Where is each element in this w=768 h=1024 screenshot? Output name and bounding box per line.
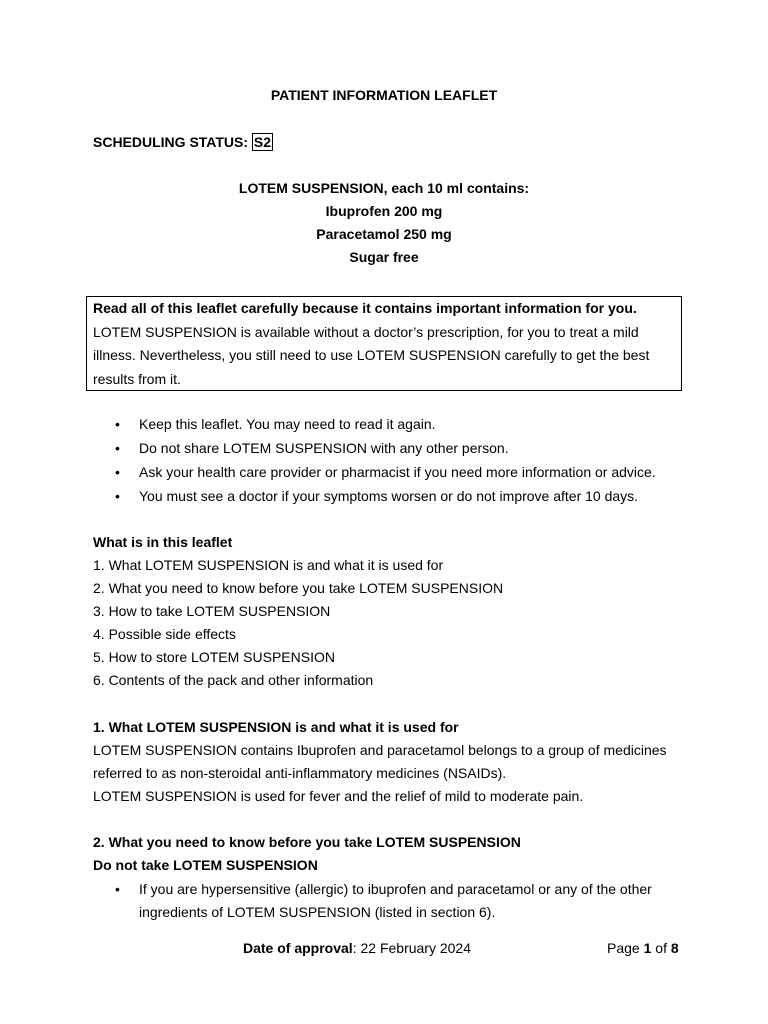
approval-date — [243, 940, 471, 956]
section-2-heading: 2. What you need to know before you take LOTEM SUSPENSION — [93, 834, 521, 850]
approval-value: : 22 February 2024 — [352, 940, 471, 956]
bullet-text: You must see a doctor if your symptoms worsen or do not improve after 10 days. — [139, 488, 639, 504]
contents-item: 3. How to take LOTEM SUSPENSION — [93, 603, 331, 619]
approval-label: Date of approval — [243, 940, 353, 956]
bullet-text: Ask your health care provider or pharmacist if you need more information or advice. — [139, 464, 656, 480]
scheduling-status — [93, 133, 273, 151]
product-line-4: Sugar free — [349, 249, 419, 265]
notice-body-line-1: LOTEM SUSPENSION is available without a doctor’s prescription, for you to treat a mild — [93, 323, 639, 340]
page-prefix: Page — [607, 940, 644, 956]
list-item — [115, 413, 436, 436]
list-item — [115, 878, 652, 901]
list-item — [115, 485, 638, 508]
page-number — [607, 940, 679, 956]
page-current: 1 — [643, 940, 652, 956]
scheduling-status-badge: S2 — [253, 134, 272, 150]
page-of: of — [651, 940, 671, 956]
list-item — [115, 437, 509, 460]
contents-item: 4. Possible side effects — [93, 626, 236, 642]
bullet-text: Do not share LOTEM SUSPENSION with any other person. — [139, 440, 509, 456]
page-total: 8 — [670, 940, 679, 956]
bullet-icon: • — [115, 881, 120, 897]
page-title: PATIENT INFORMATION LEAFLET — [270, 87, 498, 103]
notice-heading: Read all of this leaflet carefully because it contains important information for you. — [93, 300, 637, 316]
notice-body-line-2: illness. Nevertheless, you still need to use LOTEM SUSPENSION carefully to get the best — [93, 347, 650, 363]
contents-item: 5. How to store LOTEM SUSPENSION — [93, 649, 335, 665]
bullet-text: Keep this leaflet. You may need to read it again. — [139, 416, 436, 432]
important-notice-text — [93, 297, 679, 391]
bullet-icon: • — [115, 488, 120, 504]
contents-item: 6. Contents of the pack and other information — [93, 672, 374, 688]
section-1-line-2: referred to as non-steroidal anti-inflammatory medicines (NSAIDs). — [93, 765, 507, 781]
important-notice-box — [86, 296, 682, 391]
product-line-3: Paracetamol 250 mg — [316, 226, 452, 242]
section-1-line-1: LOTEM SUSPENSION contains Ibuprofen and paracetamol belongs to a group of medicines — [93, 742, 667, 758]
bullet-icon: • — [115, 416, 120, 432]
product-line-1: LOTEM SUSPENSION, each 10 ml contains: — [238, 180, 530, 196]
bullet-text: If you are hypersensitive (allergic) to ibuprofen and paracetamol or any of the other — [139, 881, 652, 897]
scheduling-status-label: SCHEDULING STATUS: — [93, 134, 252, 150]
section-2-subheading: Do not take LOTEM SUSPENSION — [93, 857, 318, 873]
section-1-line-3: LOTEM SUSPENSION is used for fever and the relief of mild to moderate pain. — [93, 788, 584, 804]
section-1-heading: 1. What LOTEM SUSPENSION is and what it is used for — [93, 719, 459, 735]
product-line-2: Ibuprofen 200 mg — [325, 203, 443, 219]
bullet-icon: • — [115, 464, 120, 480]
contents-item: 2. What you need to know before you take LOTEM SUSPENSION — [93, 580, 504, 596]
bullet-text-continuation: ingredients of LOTEM SUSPENSION (listed in section 6). — [139, 904, 496, 920]
contents-item: 1. What LOTEM SUSPENSION is and what it is used for — [93, 557, 444, 573]
notice-body-line-3: results from it. — [93, 370, 181, 387]
contents-heading: What is in this leaflet — [93, 534, 233, 550]
bullet-icon: • — [115, 440, 120, 456]
list-item — [115, 461, 656, 484]
